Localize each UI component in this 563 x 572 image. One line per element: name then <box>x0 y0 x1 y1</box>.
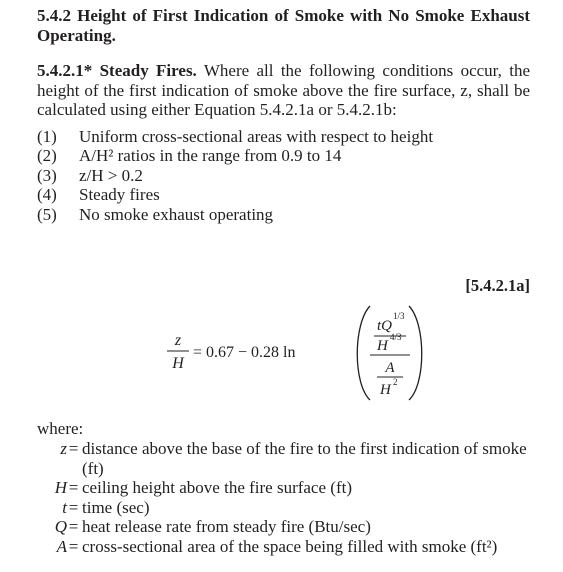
outer-denominator-numerator: A <box>385 360 395 376</box>
where-label: where: <box>37 419 84 438</box>
definition-symbol: t <box>62 497 67 517</box>
lhs-numerator: z <box>174 332 182 349</box>
list-number: (5) <box>37 204 57 224</box>
definition-symbol: Q <box>54 517 67 537</box>
outer-denominator-exponent: 2 <box>393 377 398 387</box>
definition-symbol: z <box>60 439 67 458</box>
lhs-denominator: H <box>172 355 184 372</box>
list-item <box>37 537 530 557</box>
definition-text: time (sec) <box>82 497 150 517</box>
list-item <box>37 205 530 225</box>
equals-sign: = <box>68 536 79 556</box>
definition-text: cross-sectional area of the space being filled with smoke (ft²) <box>82 536 498 556</box>
inner-numerator-exponent: 1/3 <box>393 311 405 321</box>
equals-sign: = <box>68 497 79 517</box>
list-item <box>37 517 530 537</box>
definition-symbol: H <box>54 478 67 498</box>
definition-text: heat release rate from steady fire (Btu/sec) <box>82 517 371 537</box>
list-number: (2) <box>37 146 57 166</box>
equation-5-4-2-1a <box>165 302 425 402</box>
list-item <box>37 166 530 186</box>
equals-sign: = <box>68 517 79 537</box>
list-number: (1) <box>37 126 57 146</box>
list-item <box>37 185 530 205</box>
document-page <box>37 6 530 556</box>
inner-numerator: tQ <box>377 318 392 334</box>
list-item <box>37 498 530 518</box>
outer-denominator-denominator: H <box>380 382 391 398</box>
equals-sign: = <box>68 439 79 458</box>
inner-denominator: H <box>377 338 388 354</box>
rhs-expression: = 0.67 − 0.28 ln <box>193 344 296 361</box>
list-text: No smoke exhaust operating <box>79 204 274 224</box>
list-item <box>37 146 530 166</box>
equation-number: [5.4.2.1a] <box>465 276 530 295</box>
equals-sign: = <box>68 478 79 498</box>
list-number: (3) <box>37 165 57 185</box>
list-item <box>37 127 530 147</box>
conditions-list <box>37 127 530 225</box>
list-item <box>37 478 530 498</box>
section-heading: 5.4.2 Height of First Indication of Smoke with No Smoke Exhaust Operating. <box>37 6 530 45</box>
list-number: (4) <box>37 185 57 205</box>
list-text: z/H > 0.2 <box>79 165 143 185</box>
equation-graphic <box>165 302 425 402</box>
definition-symbol: A <box>56 536 67 556</box>
list-item <box>37 439 530 478</box>
steady-fires-paragraph <box>37 61 530 120</box>
list-text: A/H² ratios in the range from 0.9 to 14 <box>79 146 342 166</box>
right-parenthesis <box>409 306 422 400</box>
definitions-list <box>37 439 530 557</box>
steady-fires-body: Where all the following conditions occur, the height of the first indication of smoke above the fire surface, z, shall be calculated using either Equation 5.4.2.1a or 5.4.2.1b: <box>37 61 530 119</box>
inner-denominator-exponent: 4/3 <box>390 332 402 342</box>
steady-fires-title: 5.4.2.1* Steady Fires. <box>37 61 197 80</box>
definition-text: ceiling height above the fire surface (ft) <box>82 478 352 498</box>
definition-text: distance above the base of the fire to the first indication of smoke (ft) <box>82 439 527 478</box>
list-text: Uniform cross-sectional areas with respect to height <box>79 126 434 146</box>
list-text: Steady fires <box>79 185 160 205</box>
left-parenthesis <box>357 306 370 400</box>
